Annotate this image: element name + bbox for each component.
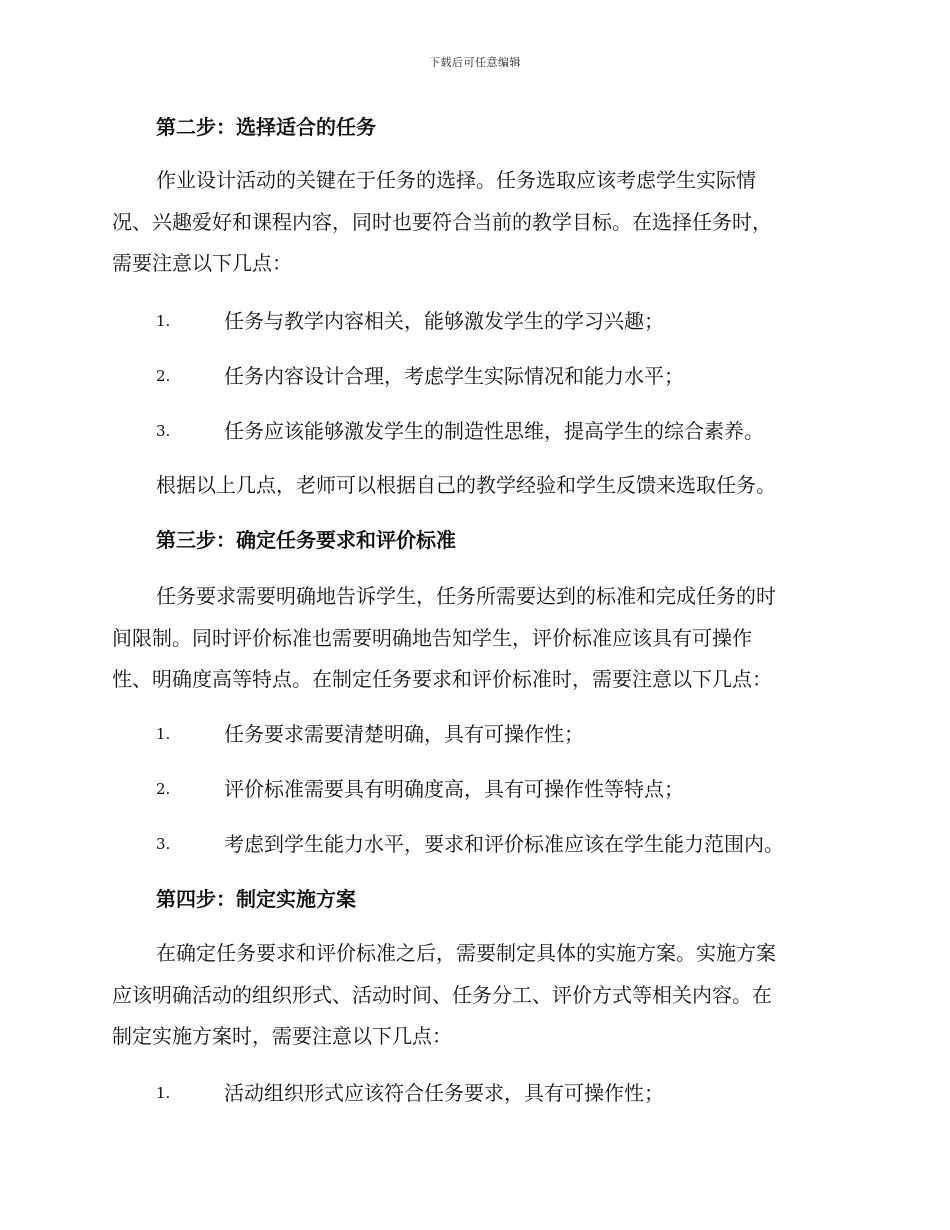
list-item: [0, 308, 950, 338]
list-item: [0, 721, 950, 751]
paragraph-line: 作业设计活动的关键在于任务的选择。任务选取应该考虑学生实际情: [156, 168, 756, 192]
page-header: 下载后可任意编辑: [429, 56, 521, 69]
paragraph-line: 应该明确活动的组织形式、活动时间、任务分工、评价方式等相关内容。在: [112, 982, 772, 1007]
list-item: [0, 1080, 950, 1110]
list-item: [0, 776, 950, 806]
list-text: 任务要求需要清楚明确，具有可操作性；: [224, 722, 584, 746]
section-2-intro-paragraph: [112, 160, 832, 285]
list-number: 1.: [156, 725, 171, 743]
list-text: 任务内容设计合理，考虑学生实际情况和能力水平；: [224, 364, 684, 388]
paragraph-line: 需要注意以下几点：: [112, 251, 292, 275]
paragraph-line: 任务要求需要明确地告诉学生，任务所需要达到的标准和完成任务的时: [156, 584, 776, 608]
list-number: 2.: [156, 780, 171, 798]
list-item: [0, 363, 950, 393]
paragraph-line: 况、兴趣爱好和课程内容，同时也要符合当前的教学目标。在选择任务时，: [112, 209, 772, 234]
list-text: 评价标准需要具有明确度高，具有可操作性等特点；: [224, 777, 684, 801]
list-text: 任务应该能够激发学生的制造性思维，提高学生的综合素养。: [224, 419, 764, 443]
section-3-intro-paragraph: [112, 576, 832, 701]
list-text: 活动组织形式应该符合任务要求，具有可操作性；: [224, 1081, 664, 1105]
list-number: 1.: [156, 312, 171, 330]
section-heading-step-2: 第二步：选择适合的任务: [156, 115, 376, 139]
paragraph-line: 制定实施方案时，需要注意以下几点：: [112, 1024, 452, 1048]
list-item: [0, 418, 950, 448]
list-text: 考虑到学生能力水平，要求和评价标准应该在学生能力范围内。: [224, 832, 784, 856]
section-heading-step-4: 第四步：制定实施方案: [156, 887, 356, 911]
paragraph-line: 性、明确度高等特点。在制定任务要求和评价标准时，需要注意以下几点：: [112, 667, 772, 691]
list-number: 2.: [156, 367, 171, 385]
section-4-intro-paragraph: [112, 933, 832, 1058]
paragraph-line: 在确定任务要求和评价标准之后，需要制定具体的实施方案。实施方案: [156, 941, 776, 965]
list-text: 任务与教学内容相关，能够激发学生的学习兴趣；: [224, 309, 664, 333]
list-item: [0, 831, 950, 861]
paragraph-line: 根据以上几点，老师可以根据自己的教学经验和学生反馈来选取任务。: [156, 473, 776, 497]
section-heading-step-3: 第三步：确定任务要求和评价标准: [156, 528, 456, 552]
list-number: 1.: [156, 1084, 171, 1102]
paragraph-line: 间限制。同时评价标准也需要明确地告知学生，评价标准应该具有可操作: [112, 625, 752, 650]
section-2-conclusion: [112, 465, 832, 507]
list-number: 3.: [156, 835, 171, 853]
list-number: 3.: [156, 422, 171, 440]
